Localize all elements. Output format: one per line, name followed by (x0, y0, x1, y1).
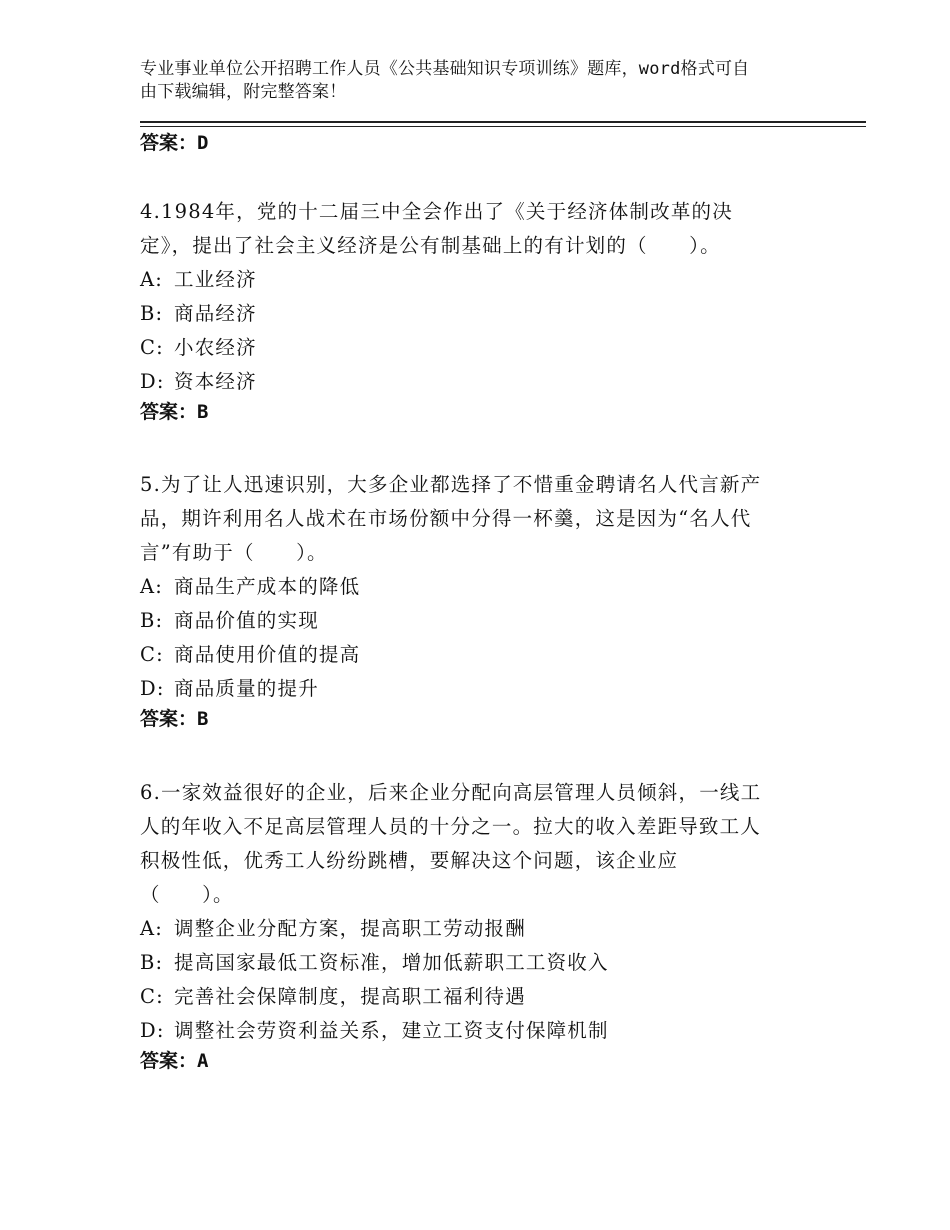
option-text: 商品生产成本的降低 (174, 575, 361, 598)
option-letter: B: (140, 302, 164, 325)
question-4 (140, 195, 800, 424)
option-b (140, 946, 800, 980)
document-header (140, 58, 820, 104)
question-stem-line: 品，期许利用名人战术在市场份额中分得一杯羹，这是因为“名人代 (140, 507, 752, 530)
option-letter: B: (140, 951, 164, 974)
option-b (140, 604, 800, 638)
header-line-2: 由下载编辑，附完整答案！ (140, 82, 347, 102)
option-text: 调整企业分配方案，提高职工劳动报酬 (174, 917, 526, 940)
answer: 答案：B (140, 708, 209, 730)
question-stem-line: 6.一家效益很好的企业，后来企业分配向高层管理人员倾斜，一线工 (140, 781, 762, 804)
option-text: 商品质量的提升 (174, 677, 319, 700)
header-rule-thick (140, 121, 866, 123)
option-a (140, 263, 800, 297)
header-rule-thin (140, 126, 866, 127)
question-5 (140, 468, 800, 731)
option-letter: D: (140, 370, 165, 393)
option-letter: A: (140, 917, 164, 940)
option-letter: D: (140, 1019, 165, 1042)
option-text: 商品使用价值的提高 (174, 643, 361, 666)
option-text: 商品经济 (174, 302, 257, 325)
question-stem-line: 4.1984年，党的十二届三中全会作出了《关于经济体制改革的决 (140, 200, 733, 223)
answer: 答案：B (140, 401, 209, 423)
option-d (140, 672, 800, 706)
option-c (140, 980, 800, 1014)
answer: 答案：A (140, 1050, 209, 1072)
option-text: 提高国家最低工资标准，增加低薪职工工资收入 (174, 951, 609, 974)
option-a (140, 570, 800, 604)
option-letter: B: (140, 609, 164, 632)
option-d (140, 1014, 800, 1048)
question-stem-line: 5.为了让人迅速识别，大多企业都选择了不惜重金聘请名人代言新产 (140, 473, 762, 496)
option-letter: C: (140, 643, 164, 666)
option-c (140, 331, 800, 365)
option-text: 调整社会劳资利益关系，建立工资支付保障机制 (174, 1019, 609, 1042)
question-stem-line: （ ）。 (140, 883, 234, 906)
option-text: 资本经济 (174, 370, 257, 393)
option-letter: C: (140, 985, 164, 1008)
question-stem-line: 言”有助于（ ）。 (140, 541, 328, 564)
option-letter: C: (140, 336, 164, 359)
question-stem-line: 人的年收入不足高层管理人员的十分之一。拉大的收入差距导致工人 (140, 815, 762, 838)
option-text: 商品价值的实现 (174, 609, 319, 632)
option-text: 小农经济 (174, 336, 257, 359)
option-c (140, 638, 800, 672)
option-text: 工业经济 (174, 268, 257, 291)
option-b (140, 297, 800, 331)
question-stem-line: 积极性低，优秀工人纷纷跳槽，要解决这个问题，该企业应 (140, 849, 679, 872)
option-d (140, 365, 800, 399)
option-text: 完善社会保障制度，提高职工福利待遇 (174, 985, 526, 1008)
option-letter: D: (140, 677, 165, 700)
prev-answer: 答案：D (140, 132, 209, 154)
header-line-1: 专业事业单位公开招聘工作人员《公共基础知识专项训练》题库，word格式可自 (140, 59, 750, 79)
option-letter: A: (140, 268, 164, 291)
option-a (140, 912, 800, 946)
question-6 (140, 776, 800, 1073)
option-letter: A: (140, 575, 164, 598)
question-stem-line: 定》，提出了社会主义经济是公有制基础上的有计划的（ ）。 (140, 234, 721, 257)
